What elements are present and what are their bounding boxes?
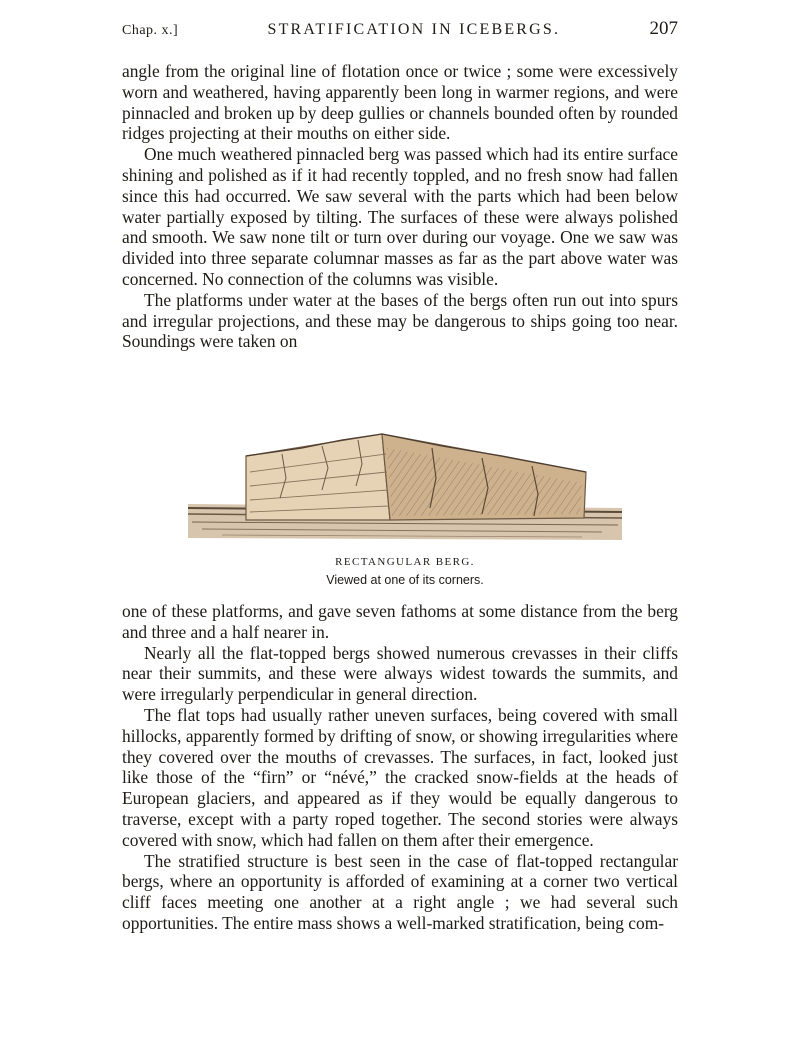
rectangular-berg-image — [182, 428, 628, 550]
paragraph-continued: one of these platforms, and gave seven fathoms at some distance from the berg and three and a half nearer in. — [122, 601, 678, 642]
paragraph: The flat tops had usually rather uneven surfaces, being covered with small hillocks, apparently formed by drifting of snow, or showing irregularities where they covered over the mouths of crevasses. The surfaces, in fact, looked just like those of the “firn” or “névé,” the cracked snow-fields at the heads of European glaciers, and appeared as if they would be equally dangerous to traverse, except with a party roped together. The second stories were always covered with snow, which had fallen on them after their emergence. — [122, 704, 678, 850]
paragraph: One much weathered pinnacled berg was passed which had its entire surface shining and polished as if it had recently toppled, and no fresh snow had fallen since this had occurred. We saw several with the parts which had been below water partially exposed by tilting. The surfaces of these were always polished and smooth. We saw none tilt or turn over during our voyage. One we saw was divided into three separate columnar masses as far as the part above water was concerned. No connection of the columns was visible. — [122, 144, 678, 289]
paragraph: The platforms under water at the bases of the bergs often run out into spurs and irregular projections, and these may be dangerous to ships going too near. Soundings were taken on — [122, 289, 678, 352]
figure-caption-title: RECTANGULAR BERG. — [335, 556, 475, 568]
page-header — [122, 18, 678, 46]
body-text-top — [122, 61, 678, 352]
paragraph: Nearly all the flat-topped bergs showed numerous crevasses in their cliffs near their summits, and these were always widest towards the summits, and were irregularly perpendicular in general direction. — [122, 642, 678, 705]
page-number: 207 — [649, 18, 678, 39]
body-text-bottom — [122, 601, 678, 934]
paragraph-continued: angle from the original line of flotation once or twice ; some were excessively worn and weathered, having apparently been long in warmer regions, and were pinnacled and broken up by deep gullies or channels bounded often by rounded ridges projecting at their mouths on either side. — [122, 61, 678, 144]
running-title: STRATIFICATION IN ICEBERGS. — [267, 21, 561, 38]
paragraph: The stratified structure is best seen in the case of flat-topped rectangular bergs, where an opportunity is afforded of examining at a corner two vertical cliff faces meeting one another at a right angle ; we had several such opportunities. The entire mass shows a well-marked stratification, being com- — [122, 850, 678, 933]
chapter-label: Chap. x.] — [122, 23, 179, 38]
figure-caption-subtitle: Viewed at one of its corners. — [326, 573, 484, 587]
berg-illustration — [182, 428, 628, 588]
